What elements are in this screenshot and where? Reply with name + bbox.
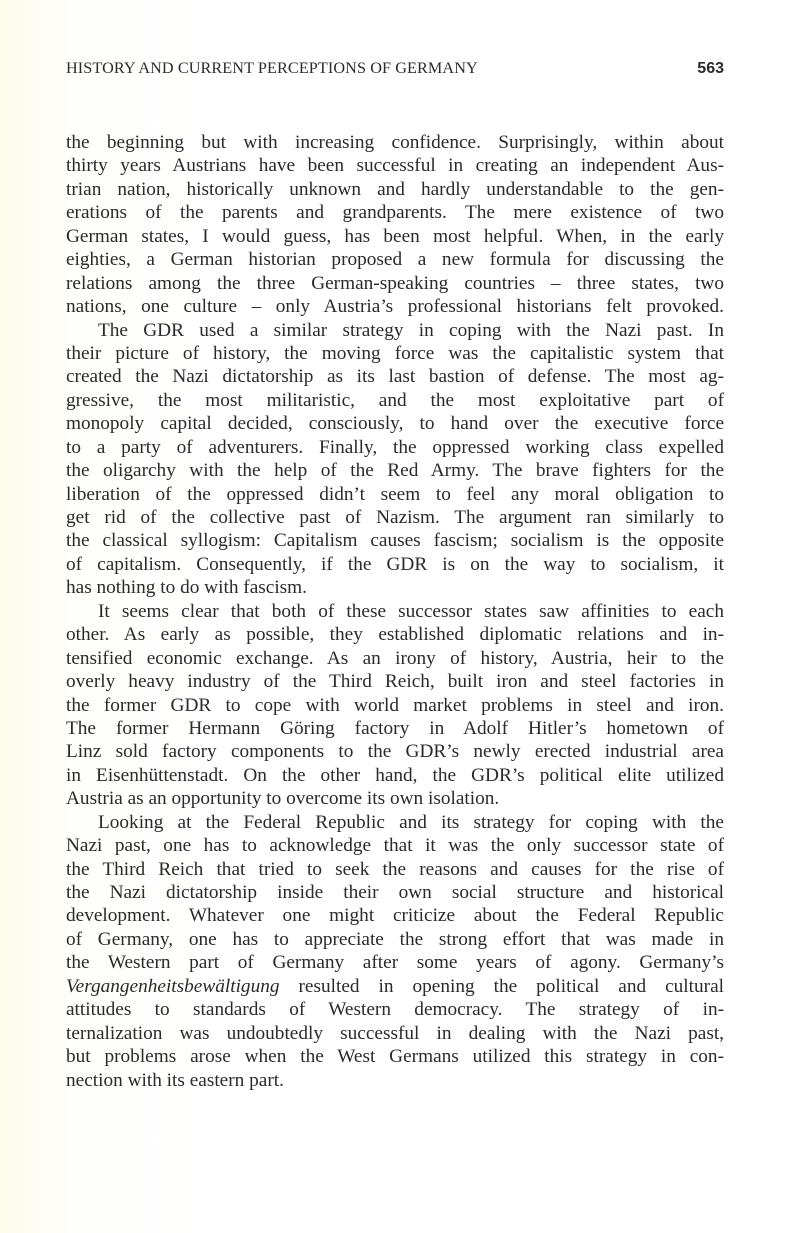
paragraph-3 [66, 600, 724, 811]
running-head [66, 59, 724, 83]
text-line: ternalization was undoubtedly successful in dealing with the Nazi past, [66, 1022, 724, 1044]
text-line: in Eisenhüttenstadt. On the other hand, the GDR’s political elite utilized [66, 764, 724, 786]
text-segment: resulted in opening the political and cultural [279, 975, 724, 997]
text-line: other. As early as possible, they established diplomatic relations and in- [66, 624, 724, 646]
running-title: HISTORY AND CURRENT PERCEPTIONS OF GERMANY [66, 59, 478, 77]
text-line: the former GDR to cope with world market problems in steel and iron. [66, 694, 724, 716]
text-line: attitudes to standards of Western democracy. The strategy of in- [66, 999, 724, 1021]
text-line: of Germany, one has to appreciate the strong effort that was made in [66, 928, 724, 950]
text-line: thirty years Austrians have been successful in creating an independent Aus- [66, 155, 724, 177]
body-text [66, 131, 724, 1092]
text-line: German states, I would guess, has been most helpful. When, in the early [66, 225, 724, 247]
text-line: the Western part of Germany after some years of agony. Germany’s [66, 952, 724, 974]
text-line: nection with its eastern part. [66, 1069, 284, 1091]
text-line-with-italic-term [66, 975, 724, 998]
text-line: relations among the three German-speaking countries – three states, two [66, 272, 724, 294]
text-line: Austria as an opportunity to overcome its own isolation. [66, 788, 500, 810]
text-line: trian nation, historically unknown and hardly understandable to the gen- [66, 178, 724, 200]
page-number: 563 [697, 60, 724, 77]
text-line: The former Hermann Göring factory in Adolf Hitler’s hometown of [66, 717, 724, 739]
text-line: to a party of adventurers. Finally, the oppressed working class expelled [66, 436, 724, 458]
text-line: the Nazi dictatorship inside their own social structure and historical [66, 882, 724, 903]
paragraph-2 [66, 319, 724, 600]
text-line: has nothing to do with fascism. [66, 577, 307, 599]
text-line: development. Whatever one might criticize about the Federal Republic [66, 905, 724, 927]
text-line: Nazi past, one has to acknowledge that it was the only successor state of [66, 835, 724, 857]
text-line: their picture of history, the moving force was the capitalistic system that [66, 342, 724, 364]
text-line: the classical syllogism: Capitalism causes fascism; socialism is the opposite [66, 530, 724, 552]
text-line: overly heavy industry of the Third Reich, built iron and steel factories in [66, 671, 724, 693]
text-line: created the Nazi dictatorship as its last bastion of defense. The most ag- [66, 366, 724, 388]
text-line: tensified economic exchange. As an irony of history, Austria, heir to the [66, 647, 724, 669]
text-line: nations, one culture – only Austria’s professional historians felt provoked. [66, 296, 724, 318]
paragraph-1 [66, 131, 724, 319]
text-line: the oligarchy with the help of the Red Army. The brave fighters for the [66, 460, 724, 482]
text-line: erations of the parents and grandparents. The mere existence of two [66, 202, 724, 224]
text-line: The GDR used a similar strategy in coping with the Nazi past. In [98, 319, 724, 341]
text-line: but problems arose when the West Germans utilized this strategy in con- [66, 1046, 724, 1068]
text-line: Looking at the Federal Republic and its strategy for coping with the [98, 811, 724, 833]
text-line: gressive, the most militaristic, and the most exploitative part of [66, 389, 724, 411]
italic-term: Vergangenheitsbewältigung [66, 975, 280, 997]
paragraph-4 [66, 811, 724, 1092]
text-line: monopoly capital decided, consciously, to hand over the executive force [66, 413, 724, 435]
text-line: It seems clear that both of these successor states saw affinities to each [98, 600, 724, 622]
text-line: the beginning but with increasing confidence. Surprisingly, within about [66, 132, 724, 153]
text-line: liberation of the oppressed didn’t seem to feel any moral obligation to [66, 483, 724, 505]
text-line: of capitalism. Consequently, if the GDR is on the way to socialism, it [66, 553, 724, 575]
text-line: the Third Reich that tried to seek the reasons and causes for the rise of [66, 858, 724, 880]
text-line: get rid of the collective past of Nazism. The argument ran similarly to [66, 507, 724, 528]
text-line: eighties, a German historian proposed a new formula for discussing the [66, 249, 724, 271]
text-line: Linz sold factory components to the GDR’s newly erected industrial area [66, 741, 724, 763]
